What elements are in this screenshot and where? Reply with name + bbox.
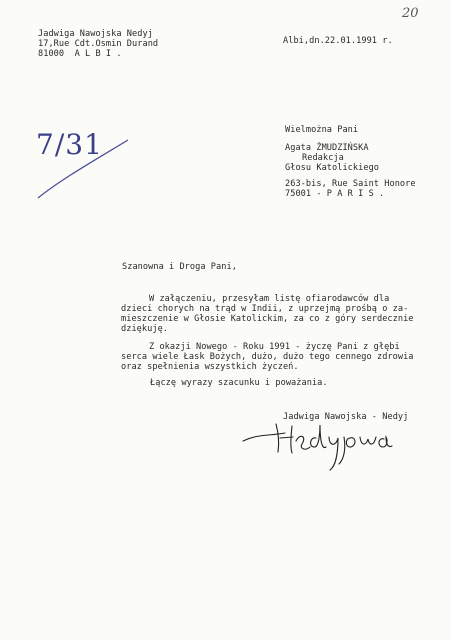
recipient-name: Agata ŻMUDZIŃSKA: [285, 143, 369, 153]
signature-name: Jadwiga Nawojska - Nedyj: [283, 412, 409, 422]
paragraph1-line: dzieci chorych na trąd w Indii, z uprzejmą prośbą o za-: [121, 304, 409, 314]
closing: Łączę wyrazy szacunku i poważania.: [150, 378, 328, 388]
paragraph1-line: mieszczenie w Głosie Katolickim, za co z góry serdecznie: [121, 314, 414, 324]
paragraph2-line: serca wiele Łask Bożych, dużo, dużo tego cennego zdrowia: [121, 352, 414, 362]
sender-street: 17,Rue Cdt.Osmin Durand: [38, 39, 159, 49]
registry-mark: 7/31: [36, 128, 103, 161]
paragraph2-line: Z okazji Nowego - Roku 1991 - życzę Pani z głębi: [149, 342, 400, 352]
sender-city: 81000 A L B I .: [38, 49, 122, 59]
recipient-street: 263-bis, Rue Saint Honore: [285, 179, 416, 189]
sender-name: Jadwiga Nawojska Nedyj: [38, 29, 153, 39]
recipient-line3: Głosu Katolickiego: [285, 163, 380, 173]
registry-slash: [38, 140, 128, 198]
signature: [243, 424, 392, 470]
place-date: Albi,dn.22.01.1991 r.: [283, 36, 393, 46]
paragraph1-line: W załączeniu, przesyłam listę ofiarodawców dla: [149, 294, 390, 304]
recipient-city: 75001 - P A R I S .: [285, 189, 385, 199]
recipient-salutation: Wielmożna Pani: [285, 125, 359, 135]
recipient-line2: Redakcja: [302, 153, 344, 163]
page-number: 20: [402, 6, 419, 21]
paragraph2-line: oraz spełnienia wszystkich życzeń.: [121, 362, 299, 372]
paragraph1-line: dziękuję.: [121, 324, 169, 334]
greeting: Szanowna i Droga Pani,: [122, 262, 237, 272]
